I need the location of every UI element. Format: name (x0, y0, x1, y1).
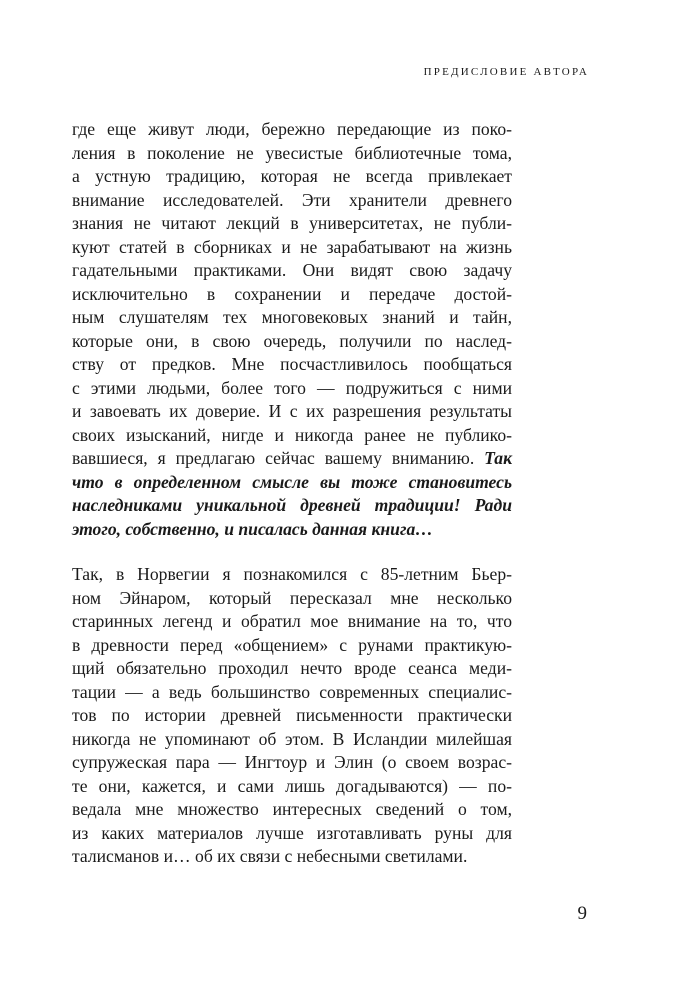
running-head: ПРЕДИСЛОВИЕ АВТОРА (423, 66, 589, 78)
emphasis-text: Так (484, 448, 512, 468)
text-line: которые они, в свою очередь, получили по наслед- (72, 330, 512, 351)
text-line: ления в поколение не увесистые библиотечные тома, (72, 142, 512, 163)
text-line: гадательными практиками. Они видят свою задачу (72, 260, 512, 280)
text-line: тации — а ведь большинство современных специалис- (72, 681, 512, 702)
text-line: те они, кажется, и сами лишь догадываются) — по- (72, 775, 512, 796)
emphasis-line: наследниками уникальной древней традиции! Ради (72, 495, 512, 515)
text-line: супружеская пара — Ингтоур и Элин (о своем возрас- (72, 752, 512, 772)
page-number: 9 (577, 903, 587, 924)
paragraph-1 (72, 118, 512, 541)
text-line: внимание исследователей. Эти хранители древнего (72, 189, 512, 210)
text-line: из каких материалов лучше изготавливать руны для (72, 822, 512, 843)
paragraph-2 (72, 563, 512, 869)
text-line: Так, в Норвегии я познакомился с 85-летним Бьер- (72, 564, 512, 584)
emphasis-line: что в определенном смысле вы тоже становитесь (72, 471, 512, 492)
text-line: тов по истории древней письменности практически (72, 705, 512, 725)
text-line: ству от предков. Мне посчастливилось пообщаться (72, 354, 512, 374)
text-line: никогда не упоминают об этом. В Исландии милейшая (72, 728, 512, 749)
emphasis-line: этого, собственно, и писалась данная книга… (72, 518, 433, 539)
text-line-part: вавшиеся, я предлагаю сейчас вашему вниманию. (72, 448, 475, 468)
text-line: знания не читают лекций в университетах, не публи- (72, 213, 512, 233)
text-line: куют статей в сборниках и не зарабатывают на жизнь (72, 236, 512, 257)
text-line-mixed (72, 447, 512, 471)
text-line: ном Эйнаром, который пересказал мне несколько (72, 587, 512, 608)
text-line: и завоевать их доверие. И с их разрешения результаты (72, 401, 512, 421)
text-line: а устную традицию, которая не всегда привлекает (72, 166, 512, 186)
text-line: с этими людьми, более того — подружиться с ними (72, 377, 512, 398)
text-line: своих изысканий, нигде и никогда ранее не публико- (72, 424, 512, 445)
text-line: щий обязательно проходил нечто вроде сеанса меди- (72, 658, 512, 678)
text-line: где еще живут люди, бережно передающие из поко- (72, 119, 512, 139)
text-line: ведала мне множество интересных сведений о том, (72, 799, 512, 819)
text-line: в древности перед «общением» с рунами практикую- (72, 634, 512, 655)
text-line: старинных легенд и обратил мое внимание на то, что (72, 611, 512, 631)
text-line: ным слушателям тех многовековых знаний и тайн, (72, 307, 512, 327)
text-line: исключительно в сохранении и передаче достой- (72, 283, 512, 304)
text-line: талисманов и… об их связи с небесными светилами. (72, 846, 468, 866)
